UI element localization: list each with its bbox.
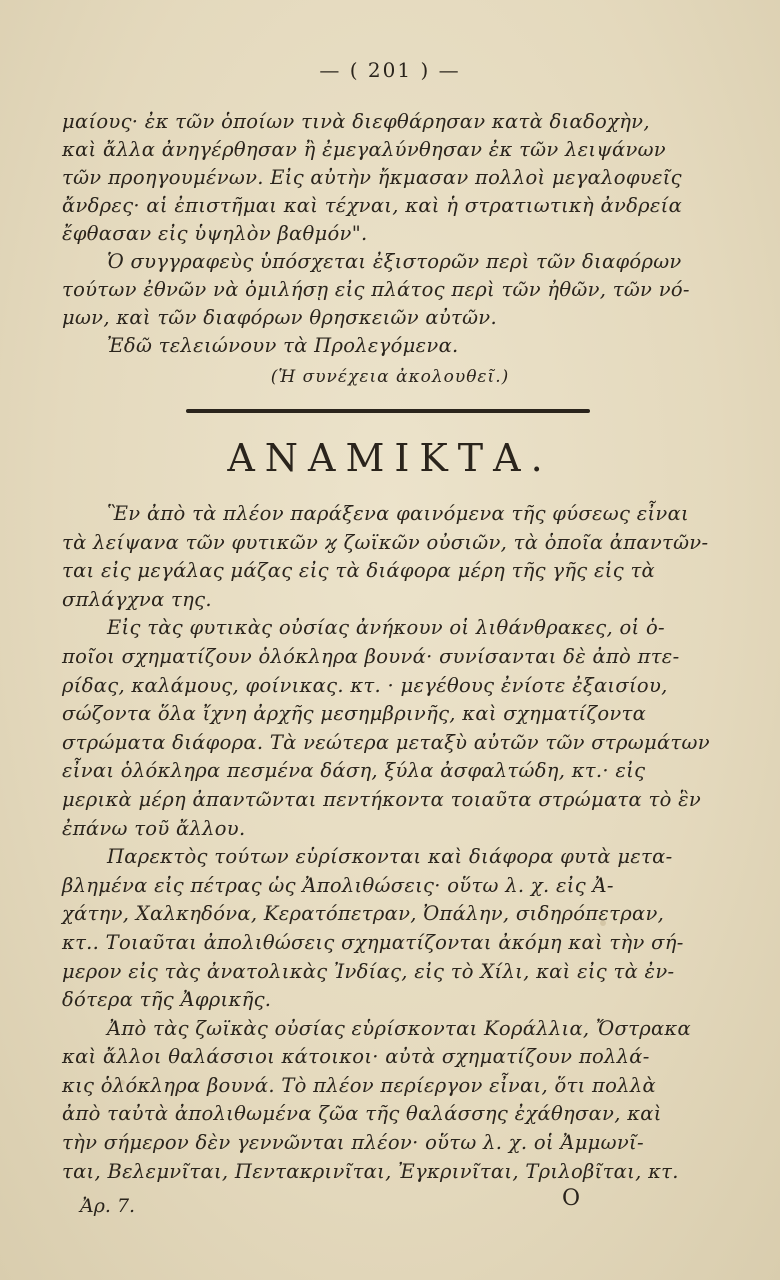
text-line: μερικὰ μέρη ἀπαντῶνται πεντήκοντα τοιαῦτα στρώματα τὸ ἓν — [62, 787, 702, 811]
text-line: Ἀπὸ τὰς ζωϊκὰς οὐσίας εὑρίσκονται Κοράλλια, Ὄστρακα — [107, 1016, 691, 1040]
text-line: Ἓν ἀπὸ τὰ πλέον παράξενα φαινόμενα τῆς φύσεως εἶναι — [107, 502, 689, 525]
section-text — [62, 500, 710, 1186]
text-line: τὴν σήμερον δὲν γεννῶνται πλέον· οὕτω λ. χ. οἱ Ἀμμωνῖ- — [62, 1131, 644, 1155]
issue-number: Ἀρ. 7. — [80, 1195, 136, 1217]
text-line: ἄνδρες· αἱ ἐπιστῆμαι καὶ τέχναι, καὶ ἡ στρατιωτικὴ ἀνδρεία — [62, 194, 683, 217]
text-line: ἐπάνω τοῦ ἄλλου. — [62, 816, 246, 840]
text-line: μερον εἰς τὰς ἀνατολικὰς Ἰνδίας, εἰς τὸ Χίλι, καὶ εἰς τὰ ἐν- — [62, 959, 675, 983]
text-line: κτ.. Τοιαῦται ἀπολιθώσεις σχηματίζονται ἀκόμη καὶ τὴν σή- — [62, 930, 684, 954]
text-line: σπλάγχνα της. — [62, 587, 212, 611]
text-line: ἀπὸ ταὐτὰ ἀπολιθωμένα ζῶα τῆς θαλάσσης ἐχάθησαν, καὶ — [62, 1102, 662, 1126]
text-line: τῶν προηγουμένων. Εἰς αὐτὴν ἤκμασαν πολλοὶ μεγαλοφυεῖς — [62, 166, 682, 189]
text-line: Ὁ συγγραφεὺς ὑπόσχεται ἐξιστορῶν περὶ τῶν διαφόρων — [107, 250, 682, 273]
intro-text — [62, 108, 702, 360]
text-line: εἶναι ὁλόκληρα πεσμένα δάση, ξύλα ἀσφαλτώδη, κτ.· εἰς — [62, 759, 646, 783]
text-line: κις ὁλόκληρα βουνά. Τὸ πλέον περίεργον εἶναι, ὅτι πολλὰ — [62, 1073, 656, 1097]
text-line: καὶ ἄλλα ἀνηγέρθησαν ἢ ἐμεγαλύνθησαν ἐκ τῶν λειψάνων — [62, 138, 666, 161]
signature-mark: Ο — [562, 1186, 581, 1211]
section-divider — [186, 409, 590, 413]
text-line: Παρεκτὸς τούτων εὑρίσκονται καὶ διάφορα φυτὰ μετα- — [107, 845, 673, 869]
text-line: τὰ λείψανα τῶν φυτικῶν ϗ ζωϊκῶν οὐσιῶν, τὰ ὁποῖα ἀπαντῶν- — [62, 530, 709, 554]
text-line: χάτην, Χαλκηδόνα, Κερατόπετραν, Ὀπάλην, σιδηρόπετραν, — [62, 902, 665, 926]
text-line: ποῖοι σχηματίζουν ὁλόκληρα βουνά· συνίσανται δὲ ἀπὸ πτε- — [62, 644, 680, 668]
text-line: Ἐδῶ τελειώνουν τὰ Προλεγόμενα. — [107, 334, 459, 357]
section-title: ΑΝΑΜΙΚΤΑ. — [227, 436, 553, 480]
text-line: τούτων ἐθνῶν νὰ ὁμιλήσῃ εἰς πλάτος περὶ τῶν ἠθῶν, τῶν νό- — [62, 278, 690, 301]
text-line: ρίδας, καλάμους, φοίνικας. κτ. · μεγέθους ἐνίοτε ἐξαισίου, — [62, 673, 668, 697]
text-line: ται εἰς μεγάλας μάζας εἰς τὰ διάφορα μέρη τῆς γῆς εἰς τὰ — [62, 559, 656, 583]
text-line: μαίους· ἐκ τῶν ὁποίων τινὰ διεφθάρησαν κατὰ διαδοχὴν, — [62, 110, 650, 133]
text-line: ἔφθασαν εἰς ὑψηλὸν βαθμόν". — [62, 222, 368, 245]
text-line: δότερα τῆς Ἀφρικῆς. — [62, 988, 272, 1012]
continuation-note: (Ἡ συνέχεια ἀκολουθεῖ.) — [270, 367, 510, 387]
text-line: μων, καὶ τῶν διαφόρων θρησκειῶν αὐτῶν. — [62, 306, 497, 329]
text-line: Εἰς τὰς φυτικὰς οὐσίας ἀνήκουν οἱ λιθάνθρακες, οἱ ὁ- — [107, 616, 665, 640]
page-number: — ( 201 ) — — [319, 58, 461, 82]
text-line: βλημένα εἰς πέτρας ὡς Ἀπολιθώσεις· οὕτω λ. χ. εἰς Ἀ- — [62, 873, 614, 897]
text-line: στρώματα διάφορα. Τὰ νεώτερα μεταξὺ αὐτῶν τῶν στρωμάτων — [62, 730, 710, 754]
text-line: ται, Βελεμνῖται, Πεντακρινῖται, Ἐγκρινῖται, Τριλοβῖται, κτ. — [62, 1159, 679, 1183]
text-line: καὶ ἄλλοι θαλάσσιοι κάτοικοι· αὐτὰ σχηματίζουν πολλά- — [62, 1045, 650, 1069]
text-line: σώζοντα ὅλα ἴχνη ἀρχῆς μεσημβρινῆς, καὶ σχηματίζοντα — [62, 702, 647, 726]
